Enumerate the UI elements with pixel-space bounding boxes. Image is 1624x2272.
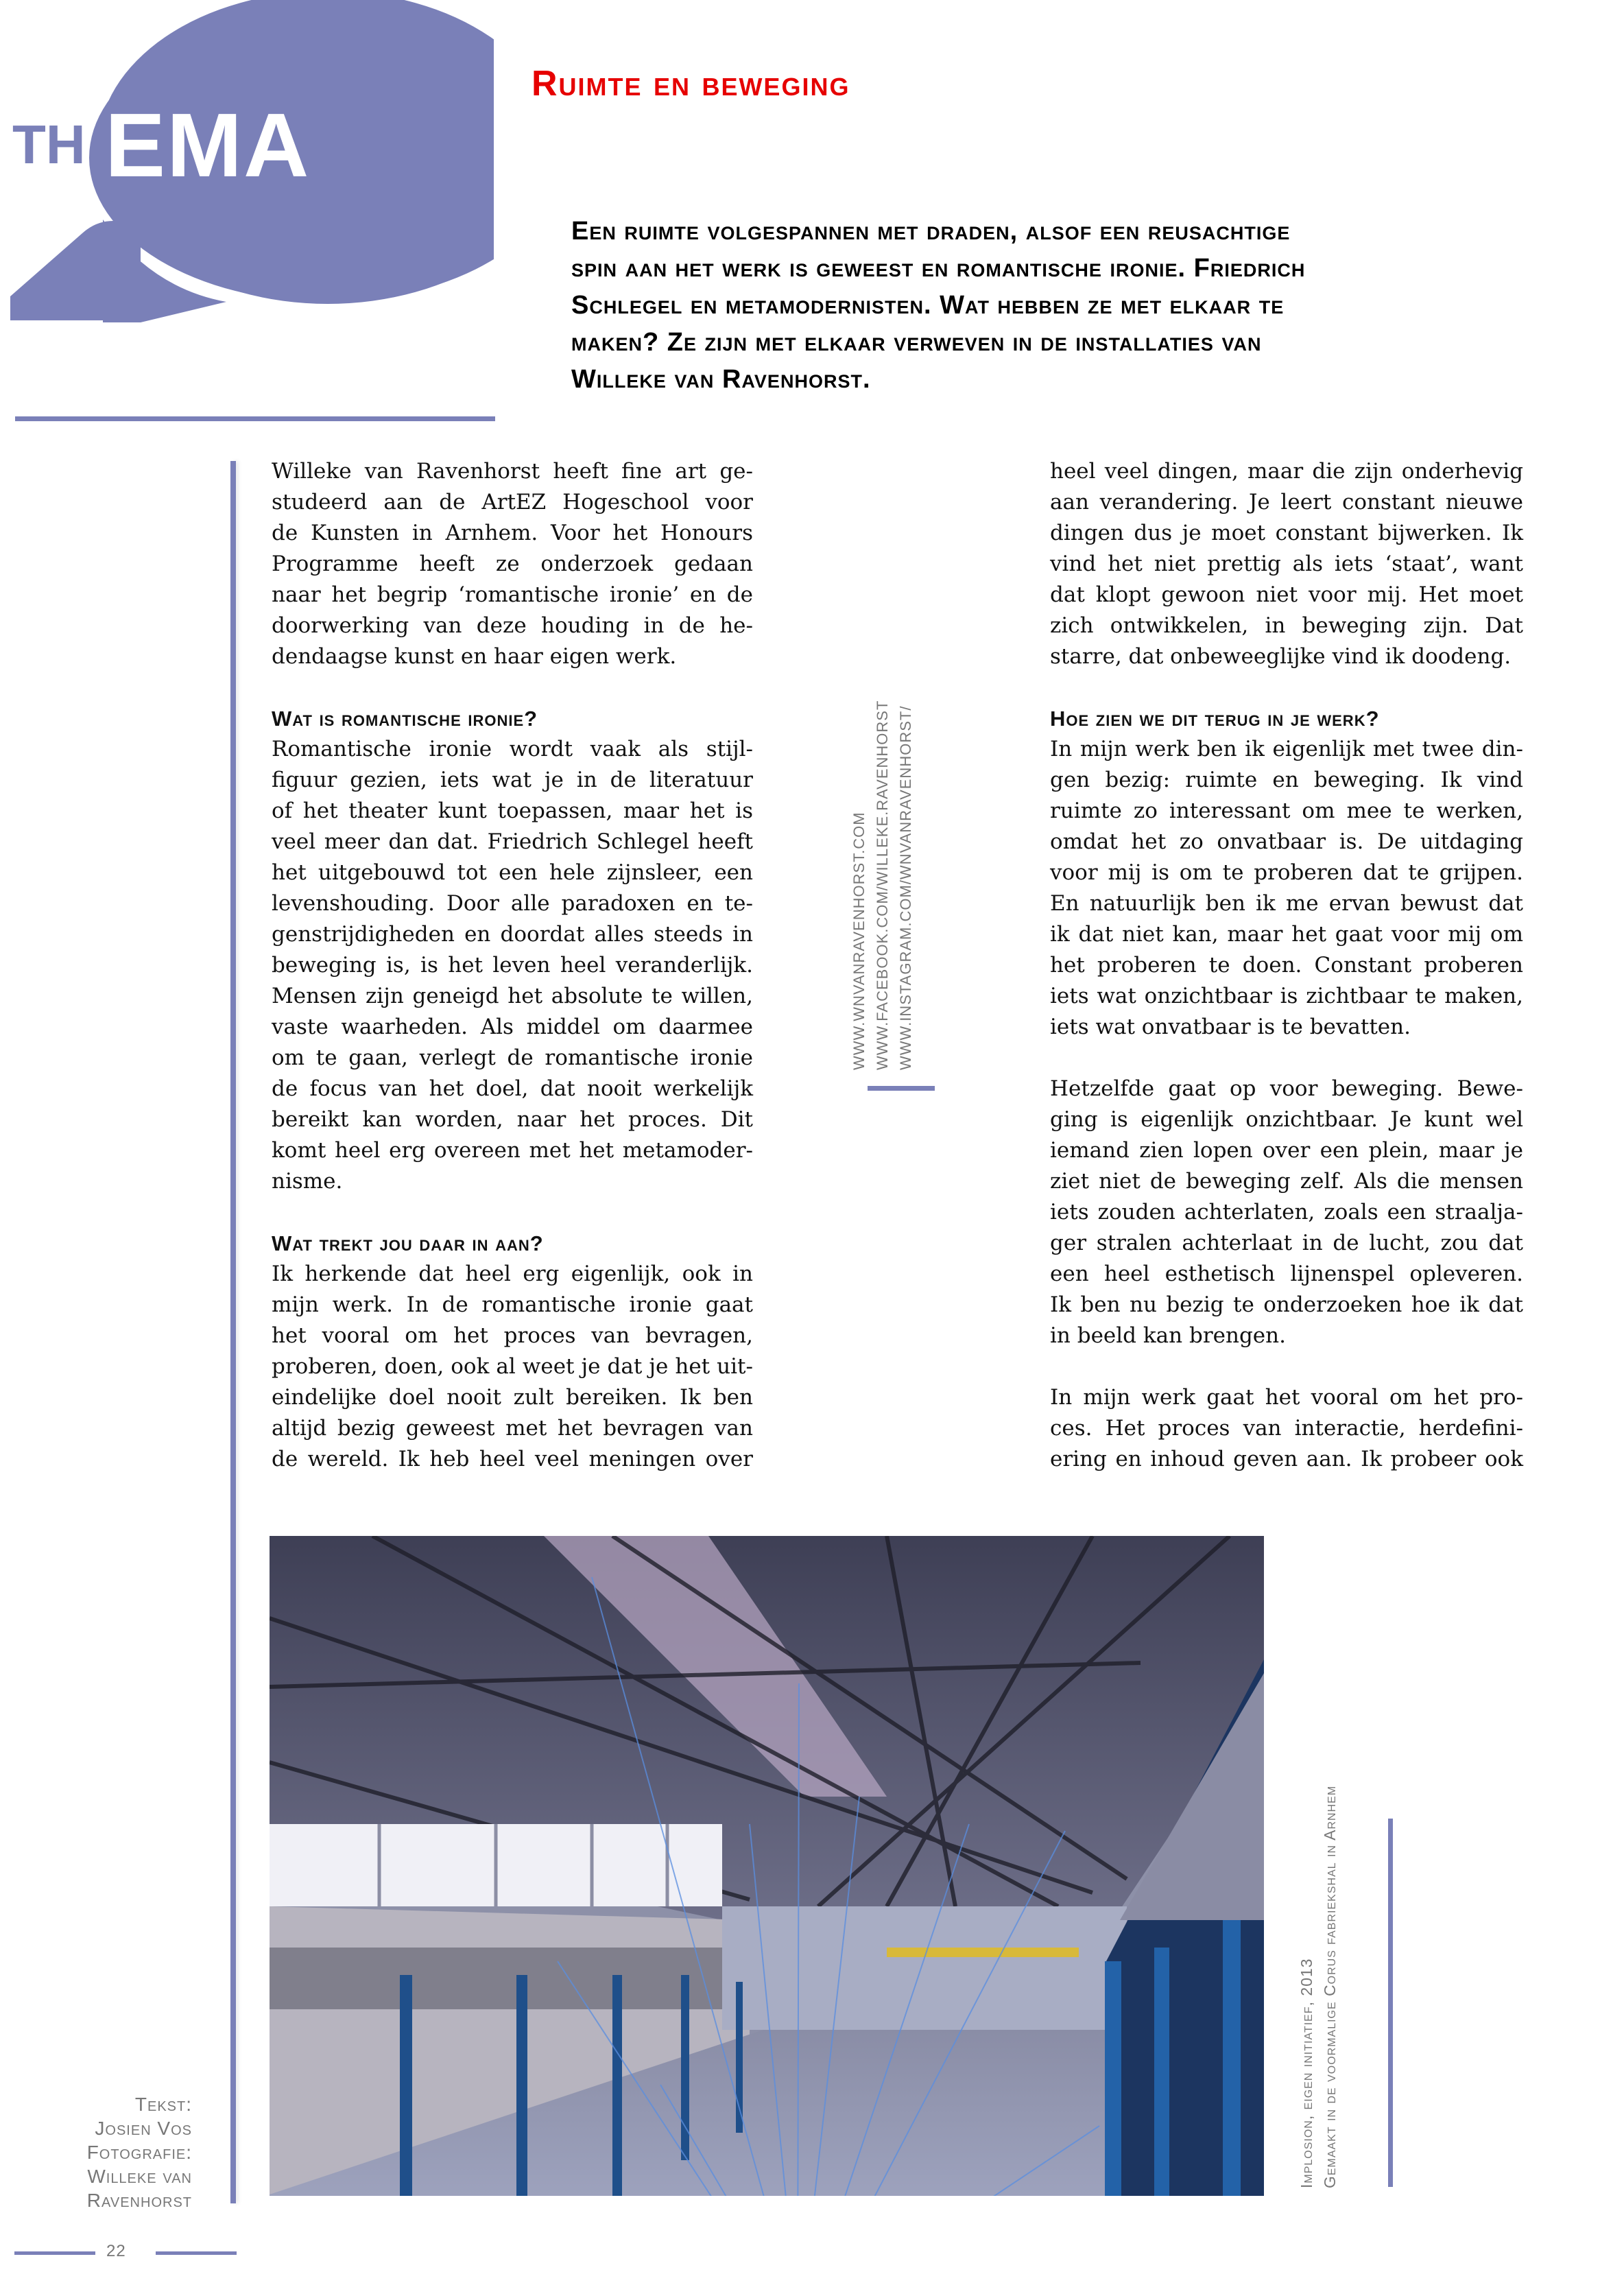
text-line: in beeld kan brengen. [1050, 1323, 1286, 1348]
text-line: proberen, doen, ook al weet je dat je het uit- [272, 1354, 753, 1379]
paragraph [1050, 1382, 1523, 1475]
lede-line: Een ruimte volgespannen met draden, alsof een reusachtige [571, 217, 1291, 246]
text-line: een heel esthetisch lijnenspel opleveren. [1050, 1262, 1523, 1286]
text-line: het vooral om het proces van bevragen, [272, 1323, 753, 1348]
lede-line: Willeke van Ravenhorst. [571, 365, 871, 394]
logo-text-highlight: EMA [105, 95, 311, 196]
text-line: iets wat onvatbaar is te bevatten. [1050, 1015, 1411, 1039]
article-credits [41, 2092, 192, 2212]
text-line: aan verandering. Je leert constant nieuwe [1050, 490, 1523, 514]
lede-line: spin aan het werk is geweest en romantische ironie. Friedrich [571, 254, 1306, 283]
column-accent-bar [230, 461, 236, 2203]
text-line: dendaagse kunst en haar eigen werk. [272, 644, 677, 669]
text-line: naar het begrip ‘romantische ironie’ en de [272, 582, 753, 607]
text-line: vaste waarheden. Als middel om daarmee [272, 1015, 753, 1039]
credit-line: Josien Vos [95, 2118, 192, 2139]
page-number: 22 [106, 2242, 126, 2260]
text-line: de focus van het doel, dat nooit werkelijk [272, 1076, 753, 1101]
text-line: doorwerking van deze houding in de he- [272, 613, 753, 638]
text-line: In mijn werk gaat het vooral om het pro- [1050, 1385, 1523, 1410]
text-line: ces. Het proces van interactie, herdefini- [1050, 1416, 1523, 1441]
text-line: het proberen te doen. Constant proberen [1050, 953, 1523, 978]
text-line: ziet niet de beweging zelf. Als die mensen [1050, 1169, 1523, 1194]
text-line: ging is eigenlijk onzichtbaar. Je kunt wel [1050, 1107, 1523, 1132]
section-heading: Hoe zien we dit terug in je werk? [1050, 707, 1380, 731]
paragraph-gap [1050, 1351, 1523, 1382]
page-number-rule [156, 2251, 237, 2255]
paragraph-gap [1050, 672, 1523, 703]
text-line: of het theater kunt toepassen, maar het is [272, 798, 753, 823]
caption-line: Gemaakt in de voormalige Corus fabriekshal in Arnhem [1321, 1785, 1339, 2188]
text-line: mijn werk. In de romantische ironie gaat [272, 1292, 753, 1317]
text-line: starre, dat onbeweeglijke vind ik doodeng. [1050, 644, 1512, 669]
logo-text-prefix: TH [12, 114, 86, 175]
credit-line: Willeke van [87, 2166, 192, 2187]
article-column-2 [1050, 456, 1523, 1475]
text-line: vind het niet prettig als iets ‘staat’, want [1050, 552, 1523, 576]
text-line: Hetzelfde gaat op voor beweging. Bewe- [1050, 1076, 1523, 1101]
text-line: ik dat niet kan, maar het gaat voor mij om [1050, 922, 1523, 947]
credit-line: Tekst: [134, 2094, 192, 2115]
continued-paragraph [1050, 456, 1523, 672]
text-line: komt heel erg overeen met het metamoder- [272, 1138, 753, 1163]
text-line: Ik herkende dat heel erg eigenlijk, ook in [272, 1262, 753, 1286]
text-line: Willeke van Ravenhorst heeft fine art ge- [272, 459, 753, 484]
paragraph [1050, 1074, 1523, 1351]
section-heading: Wat trekt jou daar in aan? [272, 1231, 544, 1255]
text-line: de Kunsten in Arnhem. Voor het Honours [272, 521, 753, 545]
text-line: levenshouding. Door alle paradoxen en te- [272, 891, 753, 916]
text-line: beweging is, is het leven heel veranderlijk. [272, 953, 753, 978]
text-line: ger stralen achterlaat in de lucht, zou dat [1050, 1231, 1523, 1255]
lede-line: maken? Ze zijn met elkaar verweven in de installaties van [571, 328, 1262, 357]
article-title: Ruimte en beweging [532, 64, 850, 104]
caption-line: Implosion, eigen initiatief, 2013 [1298, 1958, 1315, 2188]
installation-photo [270, 1536, 1264, 2196]
header-rule [15, 416, 495, 421]
section-heading: Wat is romantische ironie? [272, 707, 538, 731]
text-line: Mensen zijn geneigd het absolute te willen, [272, 984, 753, 1008]
website-links [848, 686, 944, 1070]
text-line: Romantische ironie wordt vaak als stijl- [272, 737, 753, 761]
links-accent-bar [868, 1086, 935, 1091]
paragraph-gap [1050, 1043, 1523, 1074]
article-lede [571, 213, 1415, 398]
lede-line: Schlegel en metamodernisten. Wat hebben ze met elkaar te [571, 291, 1285, 320]
text-line: iets wat onzichtbaar is zichtbaar te maken, [1050, 984, 1523, 1008]
text-line: om te gaan, verlegt de romantische ironie [272, 1045, 753, 1070]
paragraph-gap [272, 672, 753, 703]
text-line: studeerd aan de ArtEZ Hogeschool voor [272, 490, 753, 514]
text-line: omdat het zo onvatbaar is. De uitdaging [1050, 829, 1523, 854]
text-line: ruimte zo interessant om mee te werken, [1050, 798, 1523, 823]
text-line: ering en inhoud geven aan. Ik probeer ook [1050, 1447, 1523, 1471]
section-paragraph [272, 734, 753, 1197]
paragraph-gap [272, 1197, 753, 1228]
text-line: dat klopt gewoon niet voor mij. Het moet [1050, 582, 1523, 607]
factory-hall-image [270, 1536, 1264, 2196]
instagram-link[interactable]: WWW.INSTAGRAM.COM/WNVANRAVENHORST/ [897, 705, 914, 1070]
caption-accent-bar [1388, 1819, 1393, 2187]
photo-caption [1295, 1694, 1357, 2188]
text-line: het uitgebouwd tot een hele zijnsleer, een [272, 860, 753, 885]
text-line: iemand zien lopen over een plein, maar je [1050, 1138, 1523, 1163]
page-number-rule [14, 2251, 95, 2255]
credit-line: Ravenhorst [86, 2190, 192, 2211]
text-line: voor mij is om te proberen dat te grijpen. [1050, 860, 1523, 885]
text-line: de wereld. Ik heb heel veel meningen over [272, 1447, 753, 1471]
article-column-1 [272, 456, 753, 1475]
text-line: dingen dus je moet constant bijwerken. Ik [1050, 521, 1523, 545]
text-line: iets zouden achterlaten, zoals een straalja- [1050, 1200, 1523, 1224]
text-line: nisme. [272, 1169, 343, 1194]
text-line: genstrijdigheden en doordat alles steeds in [272, 922, 753, 947]
text-line: veel meer dan dat. Friedrich Schlegel heeft [272, 829, 753, 854]
text-line: eindelijke doel nooit zult bereiken. Ik ben [272, 1385, 753, 1410]
text-line: En natuurlijk ben ik me ervan bewust dat [1050, 891, 1523, 916]
text-line: heel veel dingen, maar die zijn onderhevig [1050, 459, 1523, 484]
intro-paragraph [272, 456, 753, 672]
text-line: Programme heeft ze onderzoek gedaan [272, 552, 753, 576]
website-link[interactable]: WWW.WNVANRAVENHORST.COM [850, 812, 868, 1070]
thema-logo [0, 0, 494, 425]
credit-line: Fotografie: [86, 2142, 192, 2163]
section-paragraph [272, 1259, 753, 1475]
text-line: zich ontwikkelen, in beweging zijn. Dat [1050, 613, 1523, 638]
text-line: Ik ben nu bezig te onderzoeken hoe ik dat [1050, 1292, 1523, 1317]
text-line: altijd bezig geweest met het bevragen van [272, 1416, 753, 1441]
section-paragraph [1050, 734, 1523, 1043]
text-line: bereikt kan worden, naar het proces. Dit [272, 1107, 753, 1132]
text-line: In mijn werk ben ik eigenlijk met twee din- [1050, 737, 1523, 761]
facebook-link[interactable]: WWW.FACEBOOK.COM/WILLEKE.RAVENHORST [874, 700, 891, 1070]
text-line: gen bezig: ruimte en beweging. Ik vind [1050, 768, 1523, 792]
text-line: figuur gezien, iets wat je in de literatuur [272, 768, 753, 792]
